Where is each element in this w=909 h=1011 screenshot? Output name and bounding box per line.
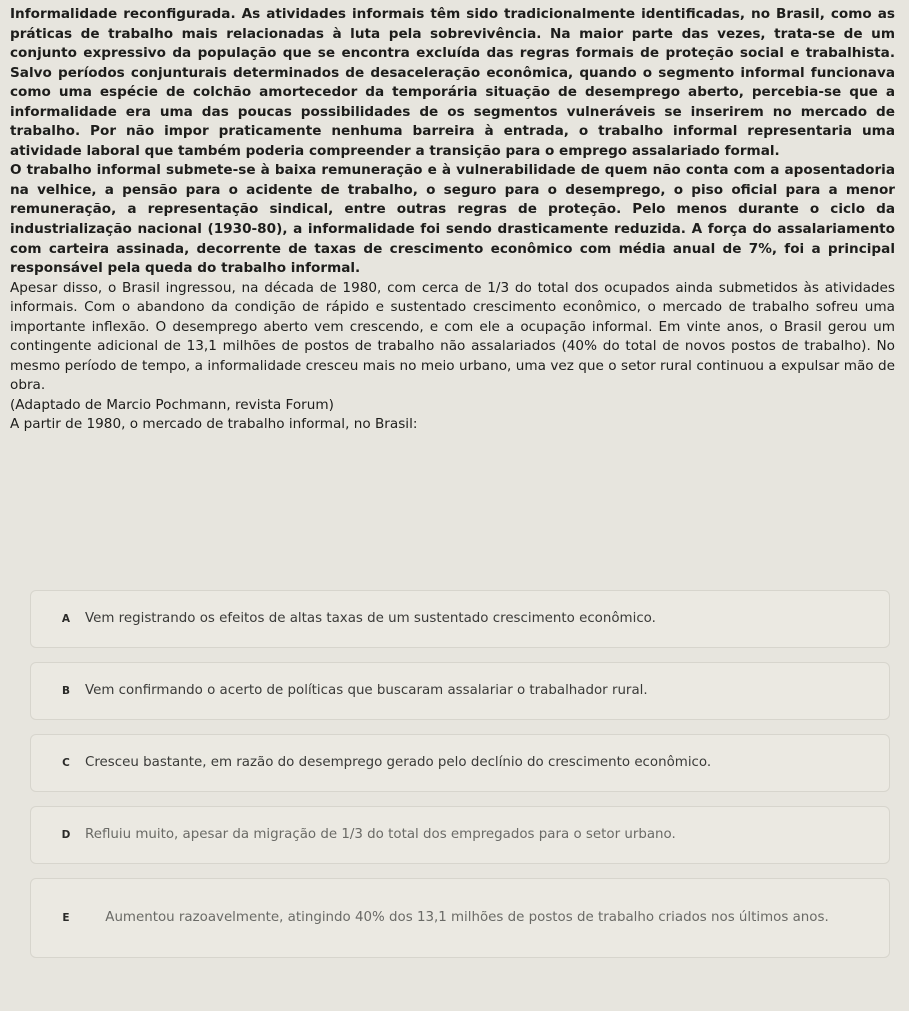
option-text: Refluiu muito, apesar da migração de 1/3 do total dos empregados para o setor urbano. bbox=[85, 827, 676, 842]
answer-options bbox=[30, 590, 890, 972]
option-letter: D bbox=[61, 829, 71, 841]
option-letter: C bbox=[62, 757, 70, 769]
passage-source: (Adaptado de Marcio Pochmann, revista Forum) bbox=[10, 396, 334, 413]
option-text: Cresceu bastante, em razão do desemprego gerado pelo declínio do crescimento econômico. bbox=[85, 755, 712, 770]
option-text: Vem confirmando o acerto de políticas que buscaram assalariar o trabalhador rural. bbox=[85, 683, 648, 698]
question-stem: A partir de 1980, o mercado de trabalho informal, no Brasil: bbox=[10, 416, 418, 433]
option-text: Vem registrando os efeitos de altas taxas de um sustentado crescimento econômico. bbox=[85, 611, 656, 626]
option-e[interactable] bbox=[30, 878, 890, 958]
passage-paragraph-1: Informalidade reconfigurada. As atividades informais têm sido tradicionalmente identificadas, no Brasil, como as práticas de trabalho mais relacionadas à luta pela sobrevivência. Na maior parte das vezes, trata-se de um conjunto expressivo da população que se encontra excluída das regras formais de proteção social e trabalhista. Salvo períodos conjunturais determinados de desaceleração econômica, quando o segmento informal funcionava como uma espécie de colchão amortecedor da temporária situação de desemprego aberto, percebia-se que a informalidade era uma das poucas possibilidades de os segmentos vulneráveis se inserirem no mercado de trabalho. Por não impor praticamente nenhuma barreira à entrada, o trabalho informal representaria uma atividade laboral que também poderia compreender a transição para o emprego assalariado formal. bbox=[10, 6, 895, 159]
passage bbox=[10, 5, 895, 435]
option-text: Aumentou razoavelmente, atingindo 40% dos 13,1 milhões de postos de trabalho criados nos últimos anos. bbox=[105, 910, 829, 925]
passage-paragraph-2: O trabalho informal submete-se à baixa remuneração e à vulnerabilidade de quem não conta com a aposentadoria na velhice, a pensão para o acidente de trabalho, o seguro para o desemprego, o piso oficial para a menor remuneração, a representação sindical, entre outras regras de proteção. Pelo menos durante o ciclo da industrialização nacional (1930-80), a informalidade foi sendo drasticamente reduzida. A força do assalariamento com carteira assinada, decorrente de taxas de crescimento econômico com média anual de 7%, foi a principal responsável pela queda do trabalho informal. bbox=[10, 162, 895, 277]
option-letter: B bbox=[61, 685, 70, 697]
option-letter: A bbox=[61, 613, 71, 625]
option-c[interactable] bbox=[30, 734, 890, 792]
option-letter: E bbox=[62, 912, 70, 924]
option-b[interactable] bbox=[30, 662, 890, 720]
passage-paragraph-3: Apesar disso, o Brasil ingressou, na década de 1980, com cerca de 1/3 do total dos ocupados ainda submetidos às atividades informais. Com o abandono da condição de rápido e sustentado crescimento econômico, o mercado de trabalho sofreu uma importante inflexão. O desemprego aberto vem crescendo, e com ele a ocupação informal. Em vinte anos, o Brasil gerou um contingente adicional de 13,1 milhões de postos de trabalho não assalariados (40% do total de novos postos de trabalho). No mesmo período de tempo, a informalidade cresceu mais no meio urbano, uma vez que o setor rural continuou a expulsar mão de obra. bbox=[10, 279, 895, 394]
option-d[interactable] bbox=[30, 806, 890, 864]
option-a[interactable] bbox=[30, 590, 890, 648]
